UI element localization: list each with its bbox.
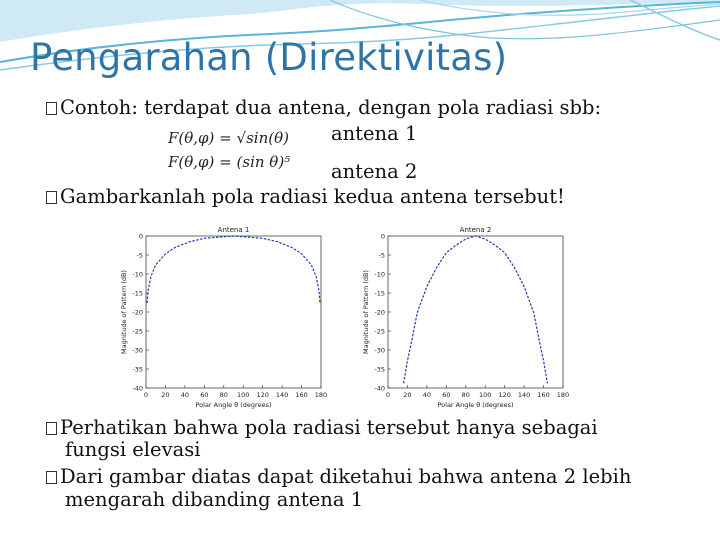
y-tick-label: 0	[380, 232, 385, 241]
bullet-note	[46, 416, 598, 439]
y-tick-label: -40	[374, 384, 385, 393]
x-tick-label: 120	[256, 391, 269, 399]
y-tick-label: -40	[132, 384, 143, 393]
x-tick-label: 180	[556, 391, 570, 399]
y-tick-label: -35	[374, 365, 385, 374]
x-tick-label: 80	[461, 391, 470, 399]
y-tick-label: -5	[136, 251, 143, 260]
y-tick-label: -35	[132, 365, 143, 374]
y-tick-label: -10	[374, 270, 385, 279]
x-tick-label: 0	[385, 391, 391, 399]
y-tick-label: -15	[374, 289, 385, 298]
formula-antena-1: F(θ,φ) = √sin(θ)	[168, 129, 289, 147]
y-axis-label: Magnitude of Pattern (dB)	[362, 270, 370, 354]
x-tick-label: 60	[442, 391, 451, 399]
bullet-example-text: Contoh: terdapat dua antena, dengan pola radiasi sbb:	[60, 96, 602, 119]
x-axis-label: Polar Angle θ (degrees)	[437, 401, 514, 409]
x-axis-label: Polar Angle θ (degrees)	[195, 401, 272, 409]
x-tick-label: 100	[237, 391, 250, 399]
bullet-task	[46, 185, 565, 208]
x-tick-label: 100	[479, 391, 492, 399]
y-tick-label: -25	[132, 327, 143, 336]
x-tick-label: 180	[314, 391, 328, 399]
bullet-conclusion-line2: mengarah dibanding antena 1	[65, 488, 364, 511]
x-tick-label: 40	[422, 391, 432, 399]
bullet-icon	[46, 422, 57, 435]
bullet-example	[46, 96, 601, 119]
bullet-note-line2: fungsi elevasi	[65, 438, 201, 461]
bullet-icon	[46, 102, 57, 115]
bullet-icon	[46, 191, 57, 204]
x-tick-label: 40	[180, 391, 190, 399]
plot-frame	[388, 236, 563, 388]
x-tick-label: 20	[161, 391, 170, 399]
y-tick-label: -30	[374, 346, 385, 355]
formula-antena-2-label: antena 2	[331, 160, 418, 183]
chart-title: Antena 2	[459, 226, 492, 234]
plot-frame	[146, 236, 321, 388]
x-tick-label: 160	[537, 391, 550, 399]
bullet-icon	[46, 471, 57, 484]
y-tick-label: -20	[374, 308, 385, 317]
y-tick-label: 0	[138, 232, 143, 241]
y-tick-label: -15	[132, 289, 143, 298]
x-tick-label: 60	[200, 391, 209, 399]
formula-antena-1-label: antena 1	[331, 122, 418, 145]
antena-2-plot	[358, 224, 573, 412]
x-tick-label: 160	[295, 391, 308, 399]
y-tick-label: -25	[374, 327, 385, 336]
x-tick-label: 0	[143, 391, 149, 399]
slide-title: Pengarahan (Direktivitas)	[30, 36, 508, 79]
y-tick-label: -20	[132, 308, 143, 317]
antena-1-plot	[116, 224, 331, 412]
bullet-task-text: Gambarkanlah pola radiasi kedua antena tersebut!	[60, 185, 565, 208]
x-tick-label: 120	[498, 391, 511, 399]
formula-antena-2: F(θ,φ) = (sin θ)⁵	[168, 153, 291, 171]
y-tick-label: -5	[378, 251, 385, 260]
y-axis-label: Magnitude of Pattern (dB)	[120, 270, 128, 354]
x-tick-label: 140	[275, 391, 289, 399]
bullet-conclusion-line1: Dari gambar diatas dapat diketahui bahwa antena 2 lebih	[60, 465, 632, 488]
y-tick-label: -10	[132, 270, 143, 279]
x-tick-label: 140	[517, 391, 531, 399]
bullet-conclusion	[46, 465, 631, 488]
chart-title: Antena 1	[217, 226, 250, 234]
x-tick-label: 20	[403, 391, 412, 399]
bullet-note-line1: Perhatikan bahwa pola radiasi tersebut hanya sebagai	[60, 416, 598, 439]
y-tick-label: -30	[132, 346, 143, 355]
x-tick-label: 80	[219, 391, 228, 399]
